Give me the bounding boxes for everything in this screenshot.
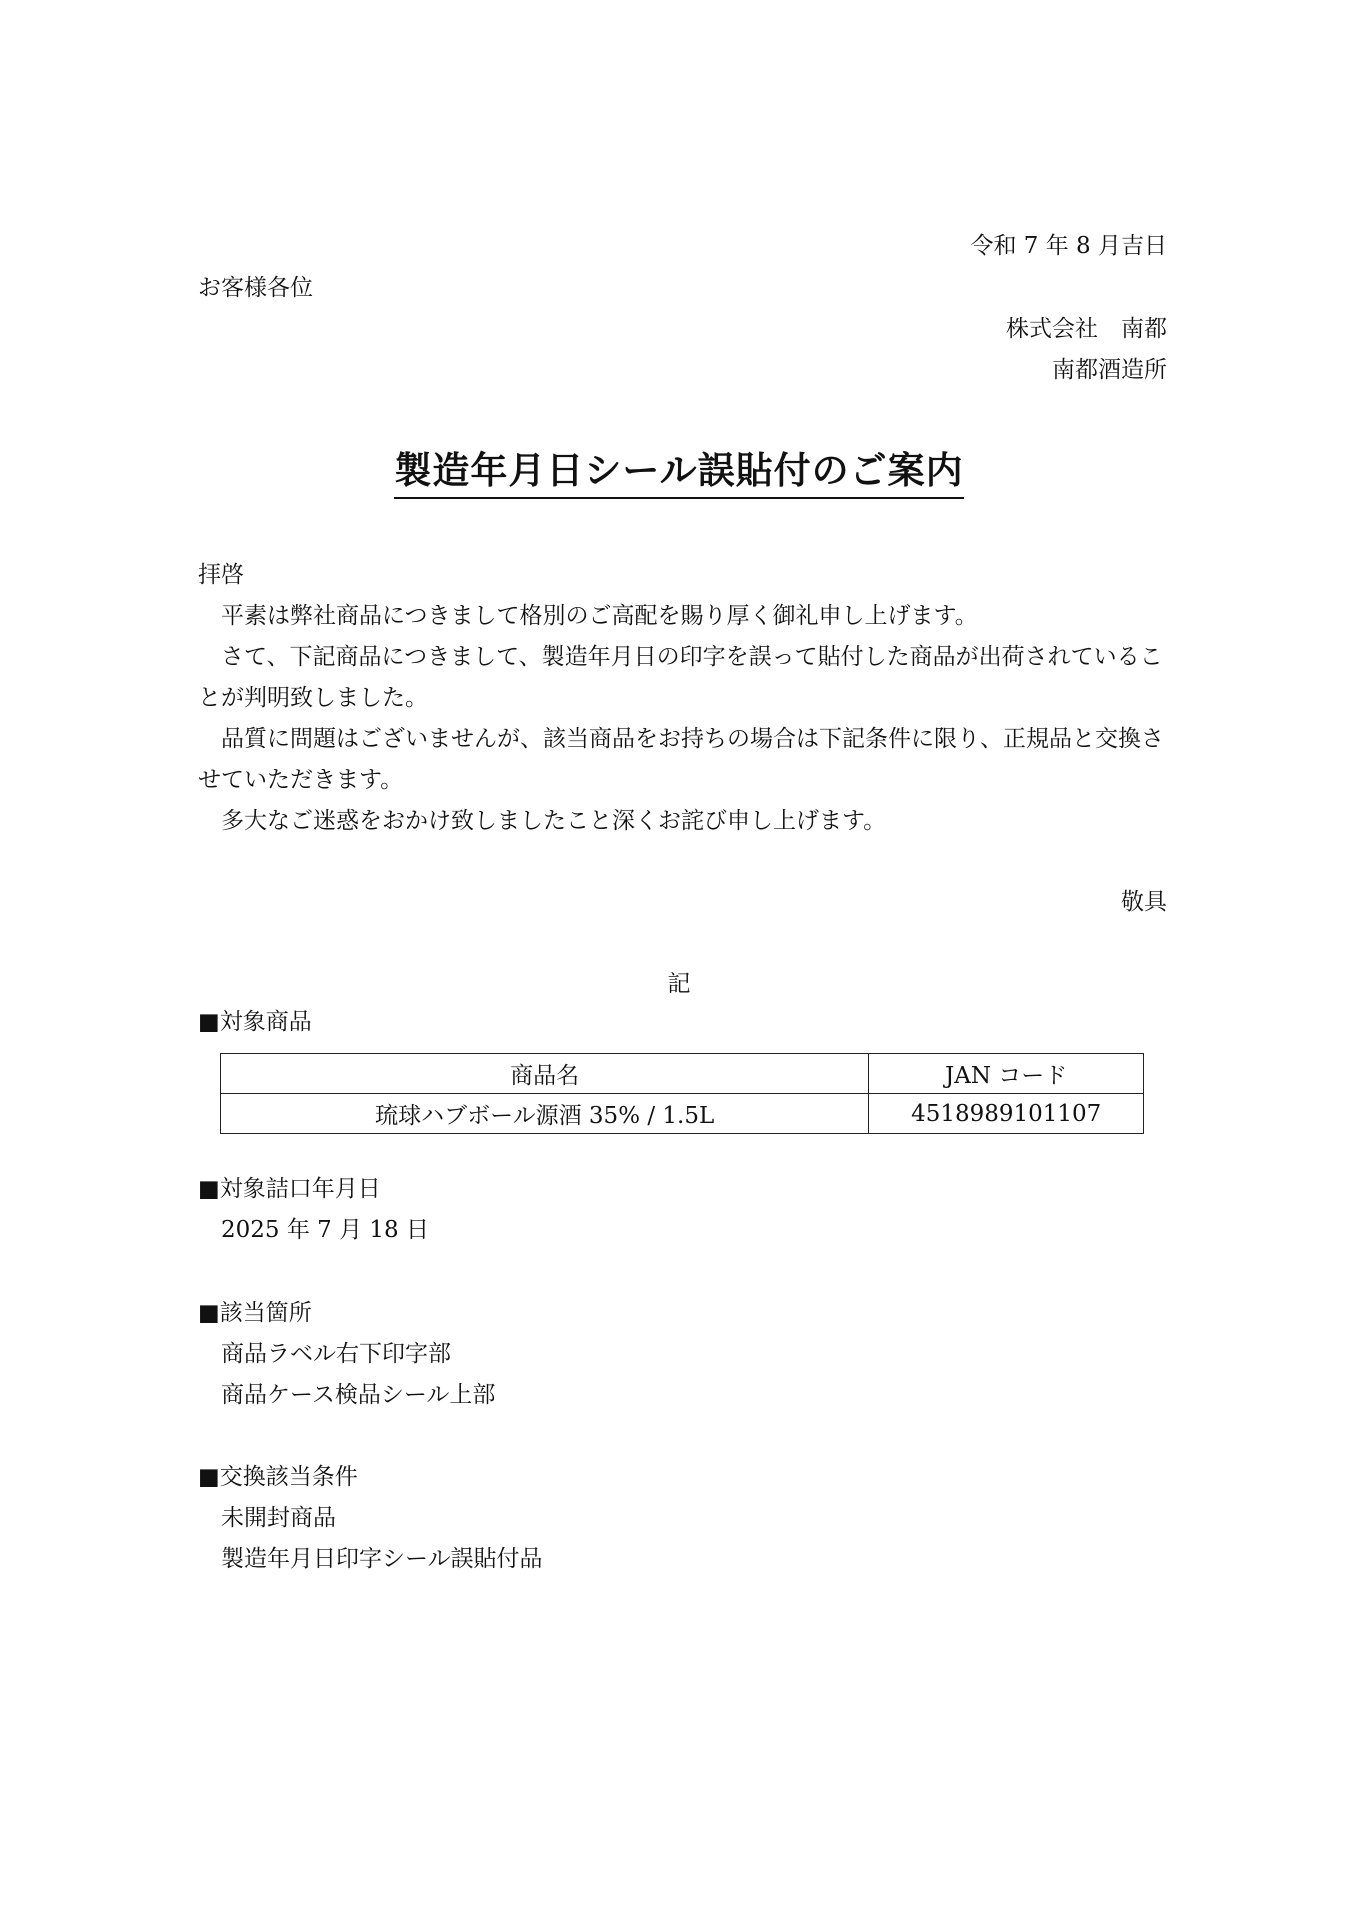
greeting: 拝啓 xyxy=(198,562,244,588)
factory-name: 南都酒造所 xyxy=(1052,357,1167,383)
issue-date: 令和 7 年 8 月吉日 xyxy=(970,233,1167,259)
body-paragraph-1: 平素は弊社商品につきまして格別のご高配を賜り厚く御礼申し上げます。 xyxy=(221,603,978,629)
table-row xyxy=(221,1094,1144,1134)
location-item-2: 商品ケース検品シール上部 xyxy=(221,1382,496,1408)
addressee: お客様各位 xyxy=(198,275,313,301)
section-heading-bottling-date: ■対象詰口年月日 xyxy=(198,1176,381,1202)
body-paragraph-3: 品質に問題はございませんが、該当商品をお持ちの場合は下記条件に限り、正規品と交換させていただきます。 xyxy=(198,726,1164,793)
body-paragraph-2: さて、下記商品につきまして、製造年月日の印字を誤って貼付した商品が出荷されていることが判明致しました。 xyxy=(198,644,1163,711)
company-name: 株式会社 南都 xyxy=(1006,316,1167,342)
document-title: 製造年月日シール誤貼付のご案内 xyxy=(394,445,963,499)
location-item-1: 商品ラベル右下印字部 xyxy=(221,1341,451,1367)
section-heading-target-product: ■対象商品 xyxy=(198,1009,312,1035)
table-header-jan-code: JAN コード xyxy=(869,1054,1144,1094)
closing-remark: 敬具 xyxy=(1121,889,1167,915)
condition-item-2: 製造年月日印字シール誤貼付品 xyxy=(221,1546,543,1572)
section-heading-location: ■該当箇所 xyxy=(198,1300,312,1326)
ki-heading: 記 xyxy=(667,971,691,997)
table-header-row xyxy=(221,1054,1144,1094)
table-header-product-name: 商品名 xyxy=(221,1054,869,1094)
table-cell-jan-code: 4518989101107 xyxy=(869,1094,1144,1134)
section-heading-conditions: ■交換該当条件 xyxy=(198,1464,358,1490)
title-container xyxy=(0,445,1358,499)
table-cell-product-name: 琉球ハブボール源酒 35% / 1.5L xyxy=(221,1094,869,1134)
product-table xyxy=(220,1053,1144,1134)
body-paragraph-4: 多大なご迷惑をおかけ致しましたこと深くお詫び申し上げます。 xyxy=(221,808,887,834)
bottling-date-value: 2025 年 7 月 18 日 xyxy=(221,1217,429,1243)
condition-item-1: 未開封商品 xyxy=(221,1505,336,1531)
letter-body xyxy=(198,555,1168,842)
